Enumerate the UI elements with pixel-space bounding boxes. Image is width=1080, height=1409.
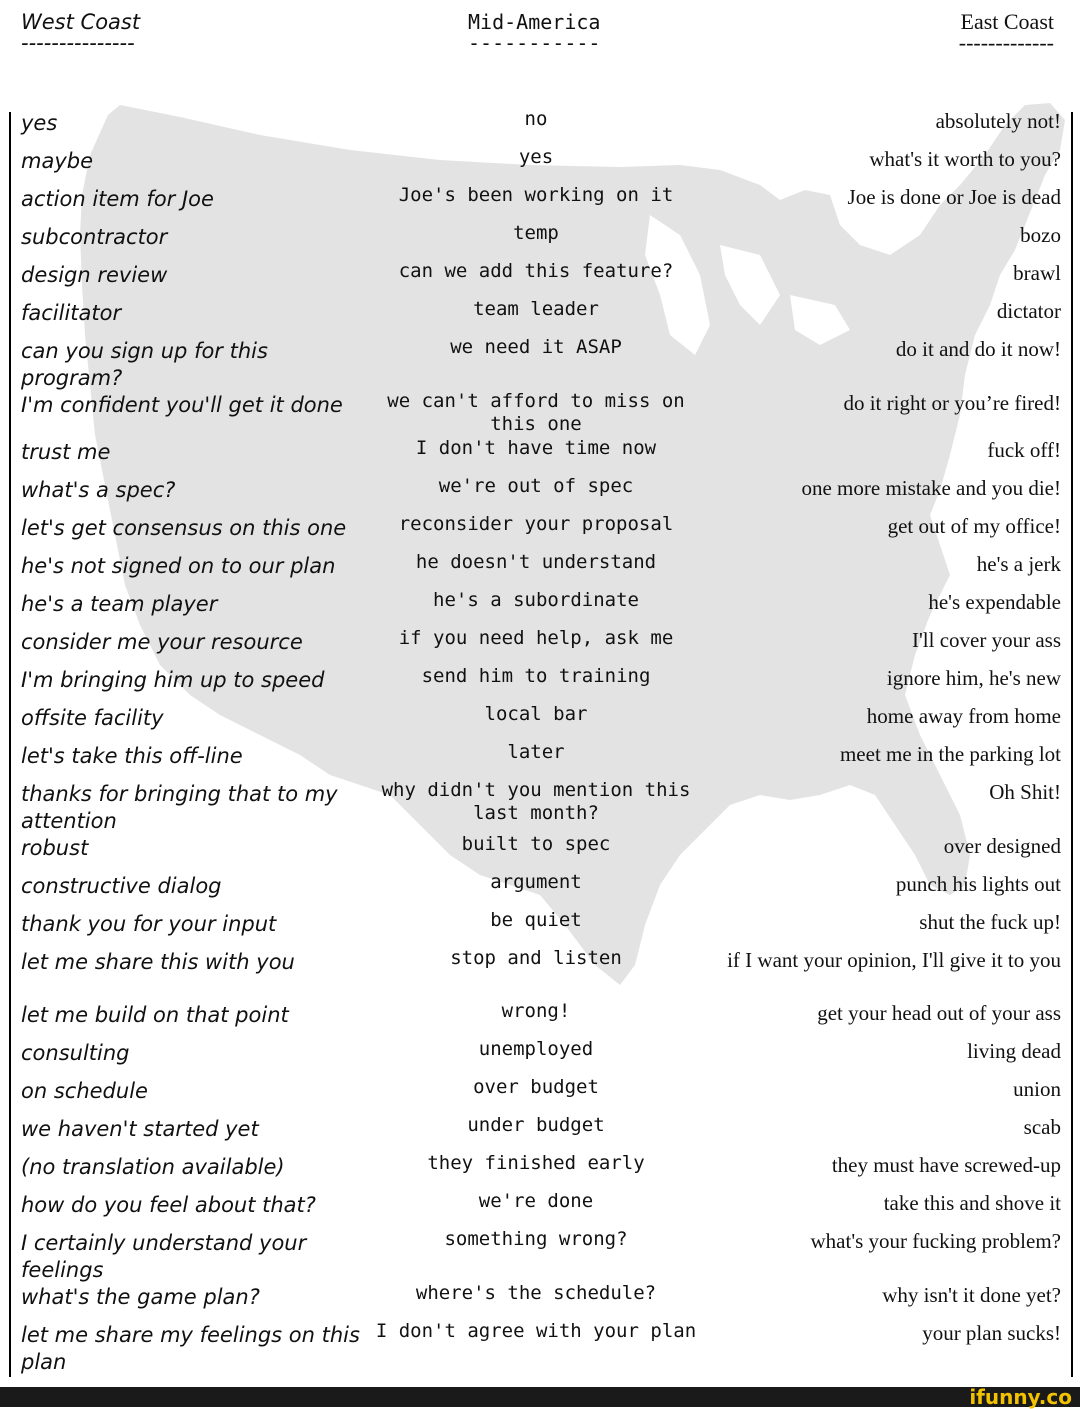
mid-america-phrase: be quiet [490,909,582,931]
west-coast-phrase: (no translation available) [21,1155,285,1179]
mid-america-phrase: unemployed [478,1038,594,1060]
mid-america-phrase: Joe's been working on it [398,184,674,206]
mid-america-phrase: argument [490,871,582,893]
west-coast-phrase: we haven't started yet [21,1117,259,1141]
west-coast-phrase: facilitator [21,301,122,325]
header-east-coast [958,8,1054,55]
east-coast-phrase: brawl [1013,261,1061,285]
west-coast-phrase: yes [21,111,58,135]
west-coast-phrase: on schedule [21,1079,148,1103]
east-coast-phrase: absolutely not! [935,109,1061,133]
mid-america-phrase: why didn't you mention this last month? [381,779,691,824]
east-coast-phrase: they must have screwed-up [831,1153,1061,1177]
mid-america-phrase: I don't agree with your plan [375,1320,697,1342]
west-coast-phrase: I'm bringing him up to speed [21,668,325,692]
east-coast-phrase: meet me in the parking lot [839,742,1061,766]
east-coast-phrase: why isn't it done yet? [882,1283,1061,1307]
mid-america-phrase: if you need help, ask me [398,627,674,649]
mid-america-phrase: we're out of spec [438,475,634,497]
east-coast-phrase: bozo [1020,223,1061,247]
mid-america-phrase: no [524,108,548,130]
west-coast-phrase: trust me [21,440,111,464]
east-coast-phrase: get your head out of your ass [817,1001,1061,1025]
mid-america-phrase: team leader [473,298,599,320]
east-coast-phrase: do it and do it now! [895,337,1061,361]
east-coast-phrase: get out of my office! [887,514,1061,538]
east-coast-phrase: ignore him, he's new [886,666,1061,690]
mid-america-phrase: they finished early [427,1152,645,1174]
mid-america-phrase: I don't have time now [415,437,657,459]
mid-america-phrase: we can't afford to miss on this one [387,390,685,435]
west-coast-phrase: what's the game plan? [21,1285,260,1309]
west-coast-phrase: how do you feel about that? [21,1193,316,1217]
east-coast-phrase: what's your fucking problem? [810,1229,1061,1253]
east-coast-phrase: Joe is done or Joe is dead [847,185,1061,209]
west-coast-phrase: can you sign up for this program? [21,339,268,390]
mid-america-phrase: yes [518,146,554,168]
header-east-title: East Coast [960,9,1054,34]
west-coast-phrase: he's not signed on to our plan [21,554,336,578]
west-coast-phrase: let's get consensus on this one [21,516,347,540]
west-coast-phrase: what's a spec? [21,478,176,502]
west-coast-phrase: consulting [21,1041,130,1065]
header-mid-america [468,8,601,55]
header-mid-rule: ----------- [468,31,601,55]
mid-america-phrase: under budget [467,1114,605,1136]
mid-america-phrase: reconsider your proposal [398,513,674,535]
east-coast-phrase: Oh Shit! [989,780,1061,804]
west-coast-phrase: I'm confident you'll get it done [21,393,343,417]
west-coast-phrase: action item for Joe [21,187,214,211]
mid-america-phrase: built to spec [461,833,611,855]
mid-america-phrase: he's a subordinate [433,589,639,611]
ifunny-logo[interactable]: ifunny.co [969,1385,1072,1409]
left-border-line [9,112,11,1377]
mid-america-phrase: where's the schedule? [415,1282,657,1304]
header-west-coast [21,8,141,55]
east-coast-phrase: he's a jerk [976,552,1061,576]
west-coast-phrase: let me share this with you [21,950,295,974]
west-coast-phrase: constructive dialog [21,874,222,898]
east-coast-phrase: home away from home [866,704,1061,728]
mid-america-phrase: he doesn't understand [415,551,657,573]
mid-america-phrase: local bar [484,703,588,725]
header-west-title: West Coast [21,10,141,34]
east-coast-phrase: your plan sucks! [922,1321,1061,1345]
east-coast-phrase: over designed [943,834,1061,858]
east-coast-phrase: living dead [967,1039,1061,1063]
header-east-rule: ------------- [958,30,1054,55]
east-coast-phrase: fuck off! [987,438,1061,462]
west-coast-phrase: robust [21,836,89,860]
mid-america-phrase: stop and listen [450,947,622,969]
east-coast-phrase: take this and shove it [883,1191,1061,1215]
mid-america-phrase: we're done [478,1190,594,1212]
east-coast-phrase: what's it worth to you? [869,147,1061,171]
mid-america-phrase: send him to training [421,665,651,687]
west-coast-phrase: design review [21,263,168,287]
east-coast-phrase: scab [1023,1115,1061,1139]
east-coast-phrase: do it right or you’re fired! [843,391,1061,415]
west-coast-phrase: thanks for bringing that to my attention [21,782,338,833]
east-coast-phrase: I'll cover your ass [912,628,1061,652]
right-border-line [1071,112,1073,1377]
west-coast-phrase: subcontractor [21,225,168,249]
west-coast-phrase: I certainly understand your feelings [21,1231,307,1282]
east-coast-phrase: punch his lights out [895,872,1061,896]
west-coast-phrase: he's a team player [21,592,218,616]
mid-america-phrase: can we add this feature? [398,260,674,282]
header-mid-title: Mid-America [468,10,601,34]
mid-america-phrase: we need it ASAP [450,336,622,358]
west-coast-phrase: let's take this off-line [21,744,243,768]
west-coast-phrase: thank you for your input [21,912,277,936]
east-coast-phrase: union [1013,1077,1061,1101]
mid-america-phrase: later [507,741,565,763]
footer-bar [0,1387,1080,1407]
header-west-rule: --------------- [21,31,135,55]
west-coast-phrase: consider me your resource [21,630,303,654]
west-coast-phrase: maybe [21,149,94,173]
west-coast-phrase: offsite facility [21,706,164,730]
mid-america-phrase: over budget [473,1076,599,1098]
west-coast-phrase: let me share my feelings on this plan [21,1323,360,1374]
mid-america-phrase: something wrong? [444,1228,628,1250]
mid-america-phrase: temp [513,222,559,244]
west-coast-phrase: let me build on that point [21,1003,289,1027]
east-coast-phrase: if I want your opinion, I'll give it to you [727,948,1061,972]
east-coast-phrase: one more mistake and you die! [801,476,1061,500]
east-coast-phrase: he's expendable [928,590,1061,614]
east-coast-phrase: dictator [996,299,1061,323]
mid-america-phrase: wrong! [501,1000,571,1022]
east-coast-phrase: shut the fuck up! [919,910,1061,934]
